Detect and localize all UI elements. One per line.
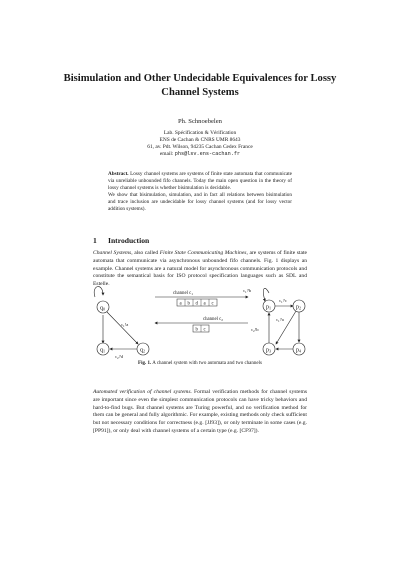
edge-label: $c_2?d$: [115, 354, 124, 360]
edge-label: $c_1?b$: [243, 288, 252, 294]
abstract: [108, 171, 292, 214]
edge-into-p1: [263, 288, 269, 301]
edge-label: $c_1?c$: [279, 298, 287, 304]
svg-text:p2: p2: [296, 304, 301, 311]
channel-buffer: [177, 299, 217, 307]
channel-label: channel $c_2$: [203, 317, 223, 322]
channel-buffer: [193, 325, 209, 333]
state-node: [293, 300, 305, 312]
channel-label: channel $c_1$: [173, 291, 193, 296]
svg-text:p3: p3: [266, 347, 271, 354]
state-node: [97, 343, 109, 355]
buffer-cell: d: [195, 301, 198, 307]
buffer-cell: a: [203, 301, 206, 307]
figure-channel-system: [93, 283, 307, 360]
edge-label: $c_1!a$: [121, 322, 129, 328]
abstract-text-1: Lossy channel systems are systems of finite state automata that communicate via unreliable unbounded fifo channels. Today the main open question in the theory of lossy channel systems is whether bisimulation is decidable.: [108, 171, 292, 192]
intro-text-b: , are systems of finite state automata that communicate via asynchronous unbounded fifo channels. Fig. 1 displays an example. Channel systems are a natural model for asynchronous communication protocols and constitute the semantical basis for ISO protocol specification languages such as SDL and Estelle.: [93, 250, 307, 288]
caption-text: A channel system with two automata and two channels: [152, 361, 262, 366]
abstract-para-1: [108, 171, 292, 192]
affiliation-line: 61, av. Pdt. Wilson, 94235 Cachan Cedex France: [147, 144, 253, 150]
intro-text-a: , also called: [131, 250, 160, 256]
author-name: Ph. Schnoebelen: [178, 118, 222, 125]
paragraph-text: Formal verification methods for channel systems are important since even the simplest communication protocols can have tricky behaviors and hard-to-find bugs. But channel systems are Turing powerful, and no verification method for them can be general and fully algorithmic. For example, existing methods only check sufficient but not necessary conditions for correctness (e.g. [JJ93]), or only terminate in some cases (e.g. [PP91]), or only deal with channel systems of a certain type (e.g. [CF97]).: [93, 389, 307, 434]
paper-title: Bisimulation and Other Undecidable Equivalences for Lossy Channel Systems: [63, 73, 337, 98]
edge-q1-q2: [107, 312, 138, 344]
paragraph-heading: Automated verification of channel systems.: [93, 389, 192, 395]
edge-label: $c_2!b$: [251, 327, 259, 333]
email-address[interactable]: phs@lsv.ens-cachan.fr: [174, 151, 241, 157]
section-heading: [93, 236, 149, 245]
svg-text:q1: q1: [100, 347, 105, 354]
term-channel-systems: Channel Systems: [93, 250, 132, 256]
buffer-cell: c: [211, 301, 214, 307]
affiliation-line: ENS de Cachan & CNRS UMR 8643: [159, 137, 241, 143]
term-fscm: Finite State Communicating Machines: [159, 250, 247, 256]
self-loop-q0: [94, 287, 103, 297]
caption-label: Fig. 1.: [138, 361, 152, 366]
email-line: [80, 151, 320, 158]
state-node: [97, 301, 109, 313]
svg-text:q0: q0: [100, 305, 105, 312]
buffer-cell: a: [179, 301, 182, 307]
state-node: [263, 300, 275, 312]
buffer-cell: c: [203, 327, 206, 333]
section-title: Introduction: [108, 236, 150, 245]
figure-caption: [0, 361, 400, 366]
edge-p2-p3: [276, 311, 296, 344]
verification-paragraph: [93, 389, 307, 436]
svg-text:p1: p1: [266, 304, 271, 311]
svg-text:q2: q2: [140, 347, 145, 354]
buffer-cell: b: [195, 327, 198, 333]
state-node: [293, 343, 305, 355]
state-node: [137, 343, 149, 355]
abstract-text-2: We show that bisimulation, simulation, and in fact all relations between bisimulation and trace inclusion are undecidable for lossy channel systems (and for lossy vector addition systems).: [108, 192, 292, 213]
affiliation-line: Lab. Spécification & Vérification: [163, 130, 237, 136]
email-label: email:: [159, 151, 174, 157]
state-node: [263, 343, 275, 355]
abstract-label: Abstract.: [108, 171, 129, 177]
svg-text:p4: p4: [296, 347, 301, 354]
section-number: 1: [93, 236, 97, 245]
buffer-cell: b: [187, 301, 190, 307]
affiliation-block: [80, 130, 320, 158]
edge-label: $c_1?a$: [276, 317, 284, 323]
